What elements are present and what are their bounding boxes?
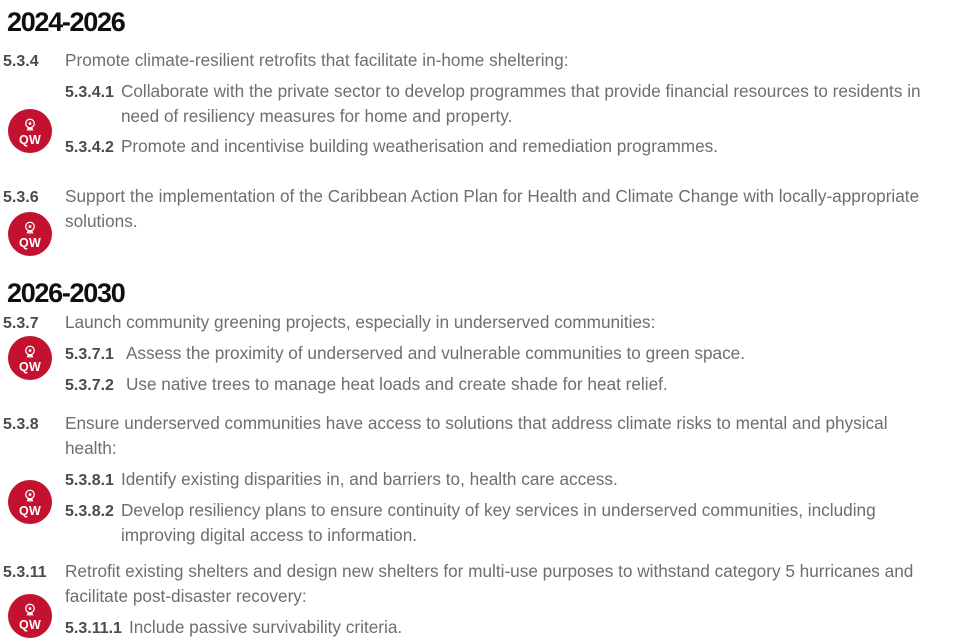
action-number: 5.3.7 <box>3 315 39 332</box>
action-text: Support the implementation of the Caribbean Action Plan for Health and Climate Change with locally-appropriate solutions. <box>65 186 920 231</box>
subitem-text: Promote and incentivise building weatherisation and remediation programmes. <box>120 136 719 156</box>
subitem-number: 5.3.11.1 <box>65 620 122 637</box>
action-text: Ensure underserved communities have access to solutions that address climate risks to mental and physical health: <box>65 413 888 458</box>
subitem-text: Collaborate with the private sector to develop programmes that provide financial resources to residents in need of resiliency measures for home and property. <box>120 81 921 126</box>
subitem-5-3-8-2 <box>65 498 960 548</box>
subitem-list <box>65 615 960 640</box>
subitem-text: Include passive survivability criteria. <box>128 617 403 637</box>
badge-label: QW <box>18 617 42 632</box>
action-item-5-3-7 <box>0 310 960 398</box>
subitem-number: 5.3.7.1 <box>65 346 114 363</box>
subitem-number: 5.3.4.2 <box>65 139 114 156</box>
subitem-list <box>65 341 960 398</box>
action-main-line <box>0 310 960 336</box>
action-number: 5.3.8 <box>3 416 39 433</box>
subitem-5-3-11-1 <box>65 615 960 640</box>
subitem-5-3-8-1 <box>65 467 960 493</box>
action-item-5-3-4 <box>0 48 960 160</box>
action-main-line <box>0 184 960 234</box>
action-item-5-3-6 <box>0 184 960 250</box>
action-number: 5.3.4 <box>3 53 39 70</box>
period-heading-2024-2026: 2024-2026 <box>7 7 125 37</box>
subitem-5-3-7-2 <box>65 372 960 398</box>
subitem-number: 5.3.8.1 <box>65 472 114 489</box>
subitem-text: Develop resiliency plans to ensure continuity of key services in underserved communities, including improving digital access to information. <box>120 500 876 545</box>
action-main-line <box>0 48 960 74</box>
action-item-5-3-11 <box>0 559 960 640</box>
action-number: 5.3.11 <box>3 564 47 581</box>
subitem-list <box>65 467 960 548</box>
action-main-line <box>0 411 960 461</box>
quick-win-badge <box>8 212 52 256</box>
action-text: Promote climate-resilient retrofits that facilitate in-home sheltering: <box>65 50 569 70</box>
subitem-text: Assess the proximity of underserved and vulnerable communities to green space. <box>125 343 746 363</box>
subitem-number: 5.3.8.2 <box>65 503 114 520</box>
quick-win-badge <box>8 336 52 380</box>
subitem-number: 5.3.7.2 <box>65 377 114 394</box>
badge-label: QW <box>18 235 42 250</box>
subitem-number: 5.3.4.1 <box>65 84 114 101</box>
action-text: Retrofit existing shelters and design new shelters for multi-use purposes to withstand category 5 hurricanes and facilitate post-disaster recovery: <box>65 561 914 606</box>
quick-win-badge <box>8 109 52 153</box>
action-item-5-3-8 <box>0 411 960 548</box>
quick-win-badge <box>8 480 52 524</box>
badge-label: QW <box>18 132 42 147</box>
subitem-list <box>65 79 960 160</box>
subitem-5-3-4-2 <box>65 134 960 160</box>
badge-label: QW <box>18 503 42 518</box>
subitem-5-3-4-1 <box>65 79 960 129</box>
action-number: 5.3.6 <box>3 189 39 206</box>
subitem-text: Use native trees to manage heat loads and create shade for heat relief. <box>125 374 668 394</box>
badge-label: QW <box>18 359 42 374</box>
period-heading-2026-2030: 2026-2030 <box>7 278 125 308</box>
subitem-5-3-7-1 <box>65 341 960 367</box>
action-main-line <box>0 559 960 609</box>
subitem-text: Identify existing disparities in, and barriers to, health care access. <box>120 469 618 489</box>
quick-win-badge <box>8 594 52 638</box>
action-text: Launch community greening projects, especially in underserved communities: <box>65 312 656 332</box>
